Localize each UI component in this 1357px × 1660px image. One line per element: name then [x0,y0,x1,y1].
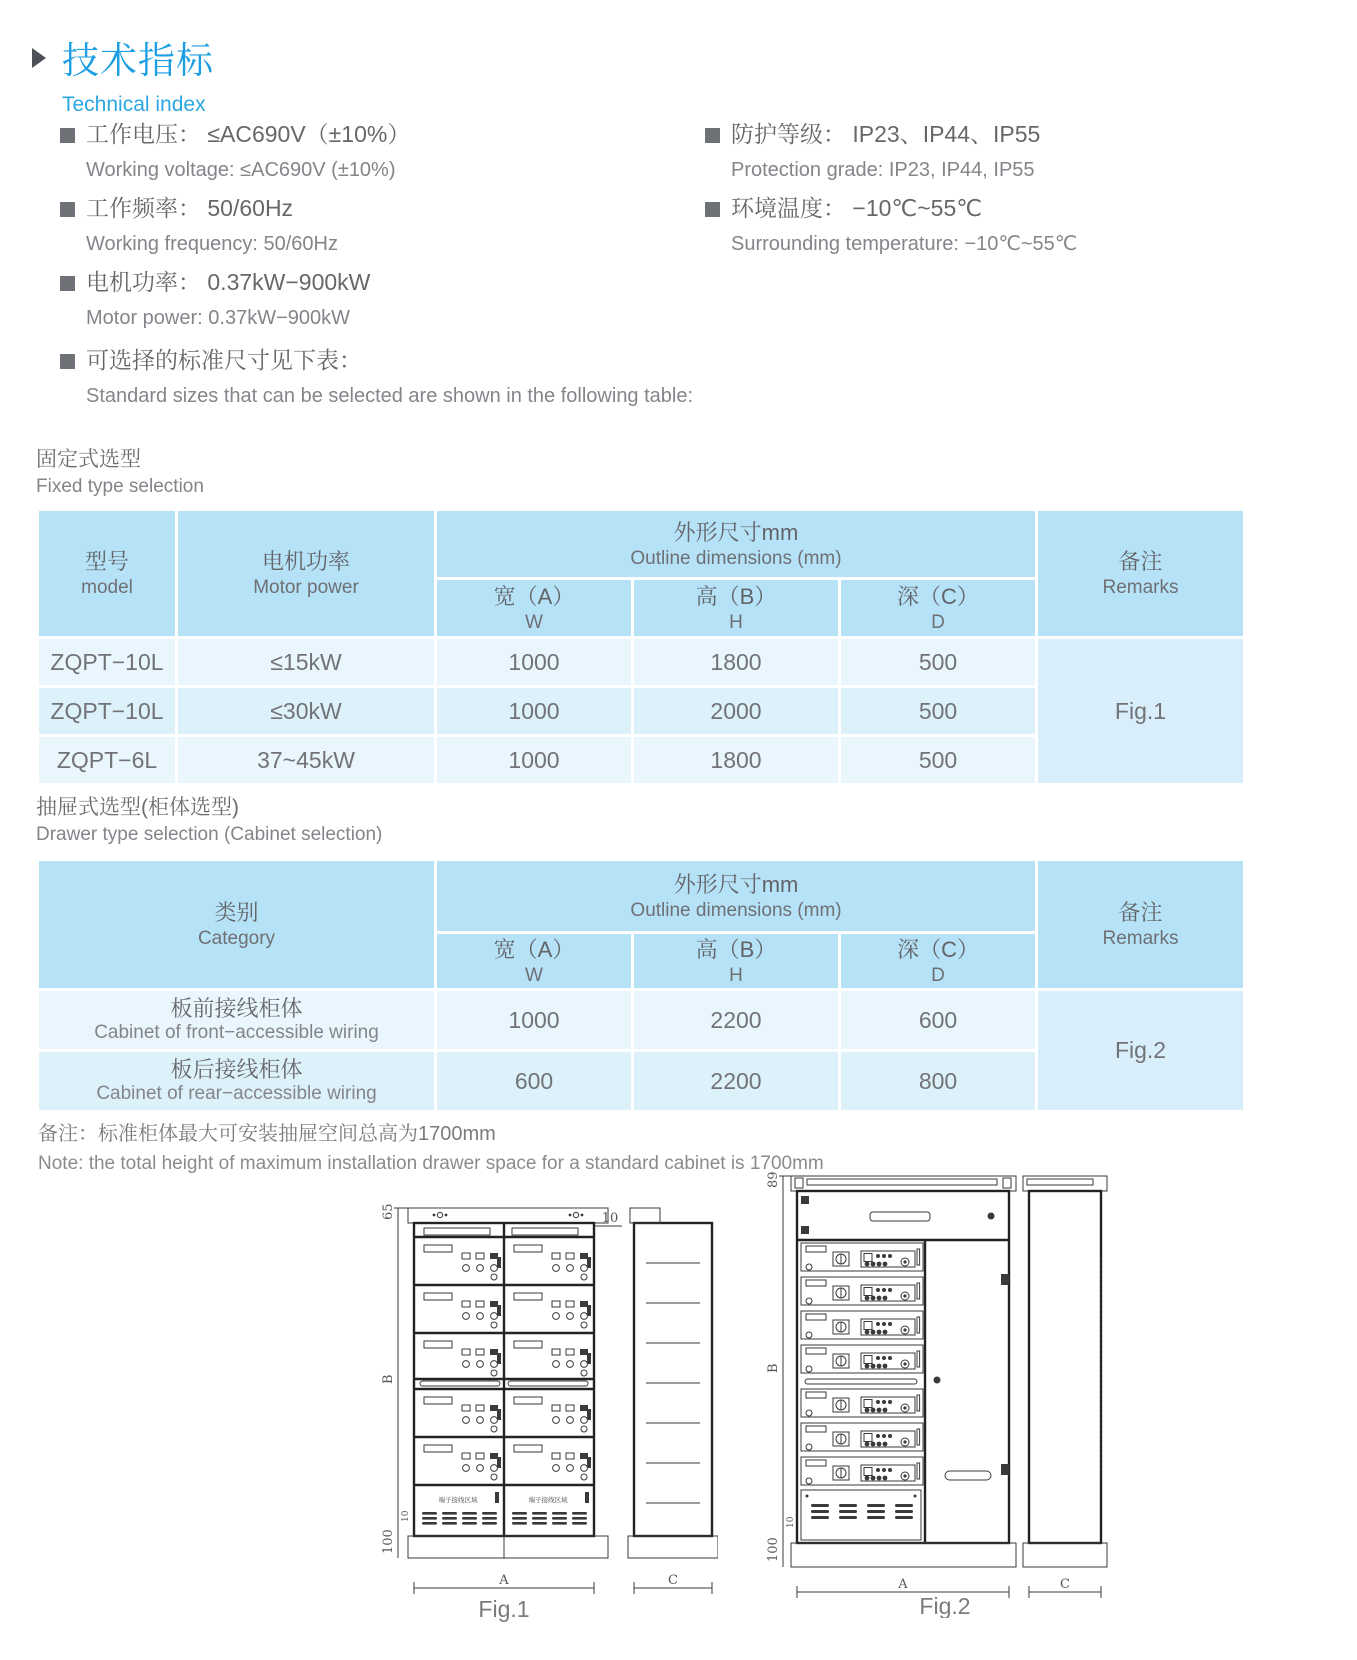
spec-zh-text: 电机功率： 0.37kW−900kW [86,269,371,295]
t1-r3-power: 37~45kW [178,737,434,783]
table1-section-label [36,448,204,498]
figure-2-drawing [765,1168,1110,1618]
spec-motor-power [60,268,680,330]
table-row [39,639,1243,685]
figure1-caption: Fig.1 [478,1596,530,1622]
spec-list [60,120,1320,342]
t1-r3-w: 1000 [437,737,631,783]
t2-col-dimensions: 外形尺寸mm Outline dimensions (mm) [437,861,1035,931]
footnote-zh: 备注：标准柜体最大可安装抽屉空间总高为1700mm [38,1123,496,1145]
t2-r1-category: 板前接线柜体 Cabinet of front−accessible wiring [39,991,434,1049]
spec-working-voltage [60,120,680,182]
cabinet-side-view [1023,1176,1107,1598]
fig2-dim-A: A [898,1577,908,1592]
fig1-dim-B: B [381,1374,396,1384]
spec-en-text: Working frequency: 50/60Hz [86,233,338,255]
fixed-type-table [36,508,1246,786]
fig2-dim-100: 100 [766,1537,781,1562]
spec-zh-text: 工作电压： ≤AC690V（±10%） [86,121,411,147]
spec-zh-text: 环境温度： −10℃~55℃ [731,195,983,221]
spec-protection-grade [705,120,1305,182]
t1-r3-h: 1800 [634,737,838,783]
t2-r1-h: 2200 [634,991,838,1049]
cabinet-side-view [628,1208,718,1594]
t2-r1-d: 600 [841,991,1035,1049]
t1-r1-d: 500 [841,639,1035,685]
fig2-dim-89: 89 [766,1171,781,1188]
t1-col-power: 电机功率 Motor power [178,511,434,636]
cabinet-front-view [381,1203,622,1594]
header-arrow-icon [32,48,46,68]
t1-remark: Fig.1 [1038,639,1243,783]
t2-remark: Fig.2 [1038,991,1243,1110]
table1-section-en: Fixed type selection [36,476,204,497]
terminal-area-label: 端子接线区域 [438,1497,478,1504]
t2-r2-w: 600 [437,1052,631,1110]
t1-r1-h: 1800 [634,639,838,685]
terminal-area-label: 端子接线区域 [528,1497,568,1504]
t2-r1-w: 1000 [437,991,631,1049]
fig2-dim-10: 10 [786,1516,796,1528]
table2-section-zh: 抽屉式选型(柜体选型) [36,796,239,819]
section-header [32,42,214,117]
spec-working-frequency [60,194,680,256]
t1-col-dimensions: 外形尺寸mm Outline dimensions (mm) [437,511,1035,577]
spec-en-text: Working voltage: ≤AC690V (±10%) [86,159,396,181]
spec-zh-text: 可选择的标准尺寸见下表： [86,347,362,373]
t1-col-height: 高（B） H [634,580,838,636]
t2-col-height: 高（B） H [634,934,838,988]
t2-col-width: 宽（A） W [437,934,631,988]
spec-standard-sizes [60,346,693,408]
t2-r2-h: 2200 [634,1052,838,1110]
fig1-dim-A: A [499,1573,509,1588]
page-subtitle: Technical index [62,93,206,116]
fig1-dim-100: 100 [381,1529,396,1554]
t1-r2-w: 1000 [437,688,631,734]
t2-r2-d: 800 [841,1052,1035,1110]
fig1-dim-10: 10 [401,1510,411,1522]
bullet-square-icon [705,128,720,143]
t1-r2-h: 2000 [634,688,838,734]
table2-section-en: Drawer type selection (Cabinet selection) [36,824,383,845]
spec-en-text: Surrounding temperature: −10℃~55℃ [731,233,1078,255]
spec-en-text: Motor power: 0.37kW−900kW [86,307,350,329]
table1-section-zh: 固定式选型 [36,448,141,471]
t2-r2-category: 板后接线柜体 Cabinet of rear−accessible wiring [39,1052,434,1110]
spec-zh-text: 防护等级： IP23、IP44、IP55 [731,121,1041,147]
t1-col-depth: 深（C） D [841,580,1035,636]
page-title: 技术指标 [62,40,214,81]
bullet-square-icon [60,202,75,217]
t1-r2-d: 500 [841,688,1035,734]
fig1-dim-10-top: 10 [601,1211,619,1226]
footnote-en: Note: the total height of maximum installation drawer space for a standard cabinet is 1700mm [38,1153,824,1174]
cabinet-front-view [766,1171,1016,1598]
fig1-dim-65: 65 [381,1203,396,1220]
bullet-square-icon [60,128,75,143]
t1-col-width: 宽（A） W [437,580,631,636]
fig2-dim-C: C [1060,1577,1070,1592]
fig2-dim-B: B [766,1363,781,1373]
t2-col-remarks: 备注 Remarks [1038,861,1243,988]
drawer-type-table [36,858,1246,1113]
bullet-square-icon [60,354,75,369]
t1-r1-w: 1000 [437,639,631,685]
t1-r1-model: ZQPT−10L [39,639,175,685]
spec-en-text: Protection grade: IP23, IP44, IP55 [731,159,1035,181]
t1-r1-power: ≤15kW [178,639,434,685]
spec-zh-text: 工作频率： 50/60Hz [86,195,294,221]
t1-r3-model: ZQPT−6L [39,737,175,783]
t2-col-category: 类别 Category [39,861,434,988]
table2-section-label [36,796,382,846]
spec-en-text: Standard sizes that can be selected are shown in the following table: [86,385,694,407]
bullet-square-icon [705,202,720,217]
bullet-square-icon [60,276,75,291]
t1-r2-model: ZQPT−10L [39,688,175,734]
t1-col-remarks: 备注 Remarks [1038,511,1243,636]
fig1-dim-C: C [668,1573,678,1588]
t1-r3-d: 500 [841,737,1035,783]
figure2-caption: Fig.2 [919,1593,971,1618]
footnote [38,1122,824,1175]
t2-col-depth: 深（C） D [841,934,1035,988]
table-row [39,991,1243,1049]
t1-r2-power: ≤30kW [178,688,434,734]
spec-surrounding-temperature [705,194,1305,256]
t1-col-model: 型号 model [39,511,175,636]
figure-1-drawing [378,1192,718,1622]
